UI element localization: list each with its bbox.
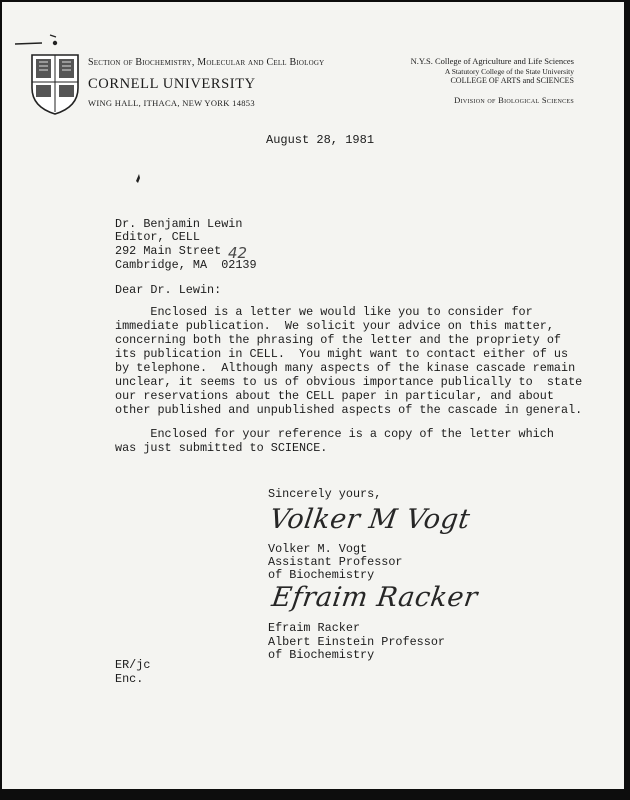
body-line: its publication in CELL. You might want to contact either of us: [115, 347, 569, 361]
body-line: concerning both the phrasing of the letter and the propriety of: [115, 333, 561, 347]
handwritten-note: 42: [228, 244, 248, 262]
signer-name: Volker M. Vogt: [268, 542, 368, 556]
signer-title: of Biochemistry: [268, 648, 375, 662]
recipient-city: Cambridge, MA 02139: [115, 258, 257, 272]
body2-line: Enclosed for your reference is a copy of the letter which: [115, 427, 554, 441]
body-line: by telephone. Although many aspects of the kinase cascade remain: [115, 361, 576, 375]
salutation: Dear Dr. Lewin:: [115, 283, 222, 297]
date-line: August 28, 1981: [266, 133, 375, 147]
enclosure-note: Enc.: [115, 672, 144, 686]
ink-mark-icon: [133, 173, 143, 185]
body-line: our reservations about the CELL paper in particular, and about: [115, 389, 554, 403]
body-line: other published and unpublished aspects of the cascade in general.: [115, 403, 583, 417]
letterhead-address: WING HALL, ITHACA, NEW YORK 14853: [88, 98, 255, 108]
letterhead-college-sub: A Statutory College of the State University: [444, 67, 574, 76]
body2-line: was just submitted to SCIENCE.: [115, 441, 328, 455]
signature-racker: Efraim Racker: [269, 582, 480, 613]
signature-vogt: Volker M Vogt: [267, 504, 473, 535]
signer-title: of Biochemistry: [268, 568, 375, 582]
signer-title: Assistant Professor: [268, 555, 403, 569]
signer-title: Albert Einstein Professor: [268, 635, 445, 649]
closing: Sincerely yours,: [268, 487, 382, 501]
signer-name: Efraim Racker: [268, 621, 361, 635]
pen-mark-icon: [12, 32, 62, 52]
recipient-street: 292 Main Street: [115, 244, 222, 258]
letter-page: [2, 2, 624, 789]
letterhead-college: N.Y.S. College of Agriculture and Life Sciences: [410, 56, 574, 66]
letterhead-university: CORNELL UNIVERSITY: [88, 76, 256, 92]
recipient-name: Dr. Benjamin Lewin: [115, 217, 243, 231]
body-line: unclear, it seems to us of obvious importance publically to state: [115, 375, 583, 389]
recipient-title: Editor, CELL: [115, 230, 200, 244]
cornell-shield-logo: [29, 52, 81, 116]
letterhead-division: Division of Biological Sciences: [454, 95, 574, 105]
body-line: Enclosed is a letter we would like you to consider for: [115, 305, 533, 319]
letterhead-college-arts: COLLEGE OF ARTS and SCIENCES: [450, 76, 574, 85]
typist-initials: ER/jc: [115, 658, 151, 672]
body-line: immediate publication. We solicit your advice on this matter,: [115, 319, 554, 333]
letterhead-section: Section of Biochemistry, Molecular and Cell Biology: [88, 57, 325, 68]
